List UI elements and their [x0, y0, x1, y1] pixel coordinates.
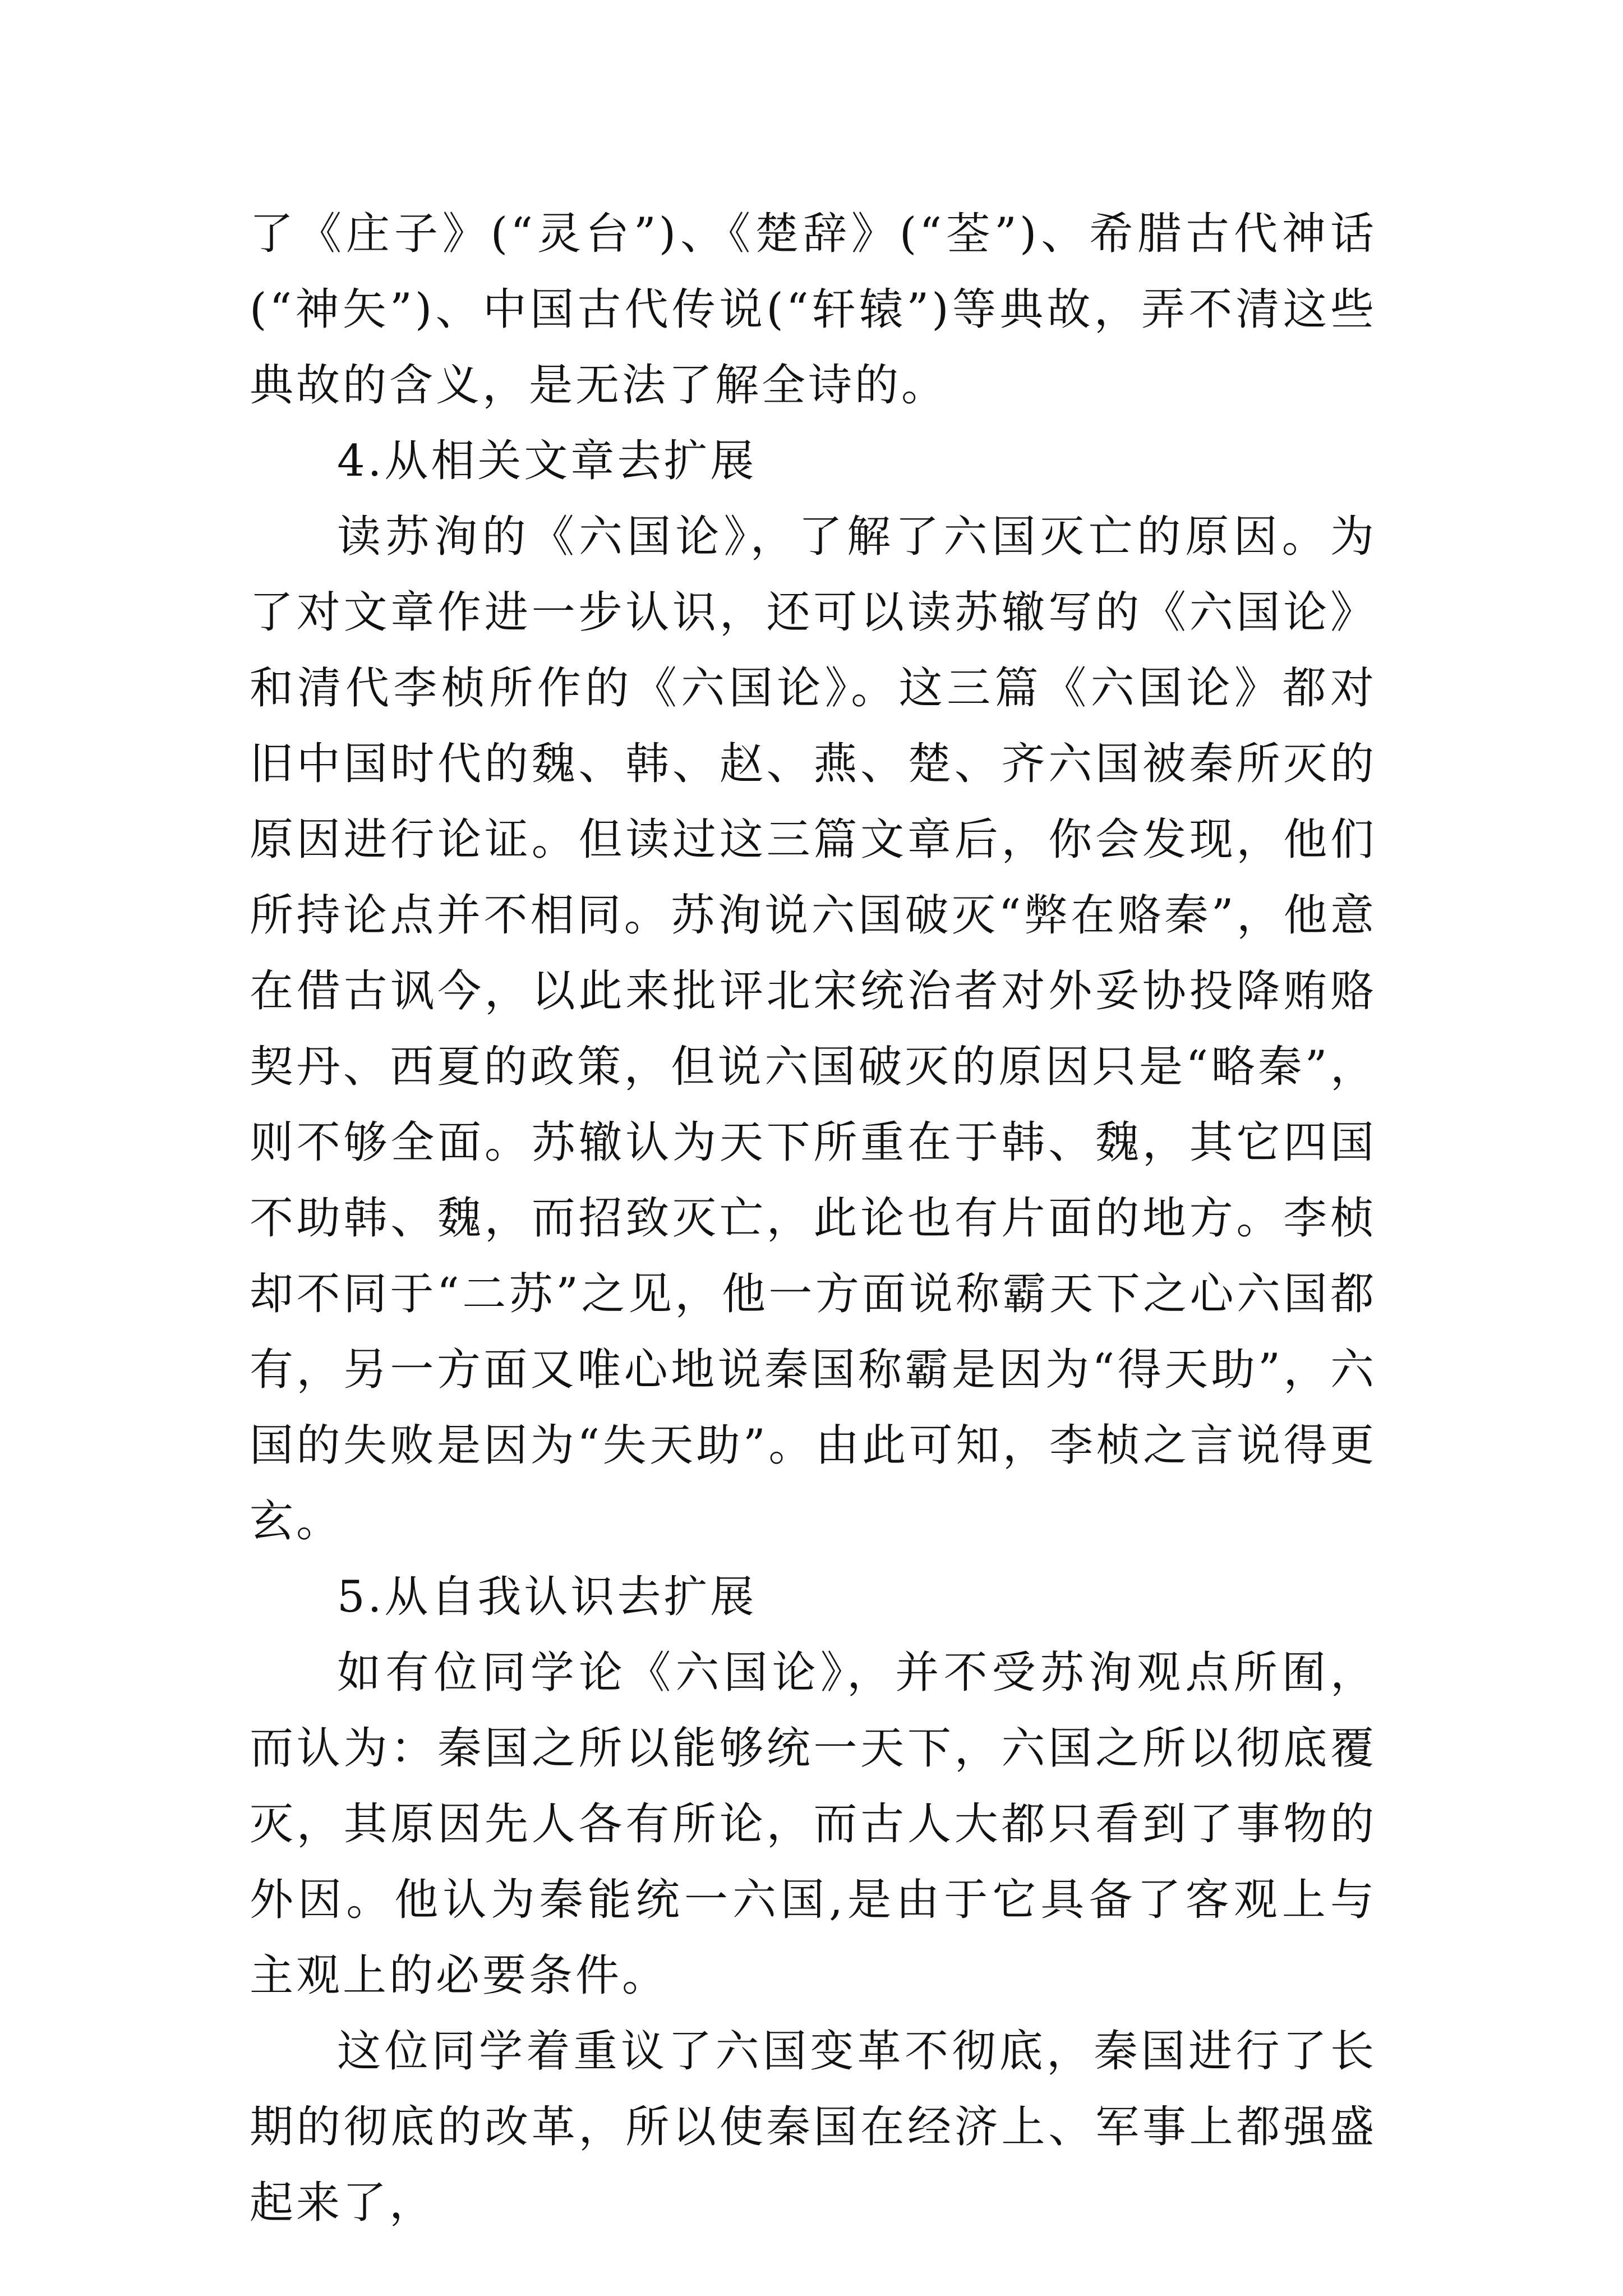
paragraph-student-view: 如有位同学论《六国论》，并不受苏洵观点所囿，而认为：秦国之所以能够统一天下，六国之所以彻底覆灭，其原因先人各有所论，而古人大都只看到了事物的外因。他认为秦能统一六国,是由于它具备了客观上与主观上的必要条件。 — [250, 1648, 1377, 2001]
section-heading-4: 4.从相关文章去扩展 — [337, 436, 757, 486]
section-heading-5: 5.从自我认识去扩展 — [337, 1572, 757, 1622]
paragraph-reform-view: 这位同学着重议了六国变革不彻底，秦国进行了长期的彻底的改革，所以使秦国在经济上、军事上都强盛起来了， — [250, 2026, 1377, 2228]
paragraph-allusions-continued: 了《庄子》(“灵台”)、《楚辞》(“荃”)、希腊古代神话(“神矢”)、中国古代传说(“轩辕”)等典故，弄不清这些典故的含义，是无法了解全诗的。 — [250, 209, 1377, 411]
document-body — [250, 196, 1377, 2241]
paragraph-related-articles: 读苏洵的《六国论》，了解了六国灭亡的原因。为了对文章作进一步认识，还可以读苏辙写的《六国论》和清代李桢所作的《六国论》。这三篇《六国论》都对旧中国时代的魏、韩、赵、燕、楚、齐六国被秦所灭的原因进行论证。但读过这三篇文章后，你会发现，他们所持论点并不相同。苏洵说六国破灭“弊在赂秦”，他意在借古讽今，以此来批评北宋统治者对外妥协投降贿赂契丹、西夏的政策，但说六国破灭的原因只是“略秦”，则不够全面。苏辙认为天下所重在于韩、魏，其它四国不助韩、魏，而招致灭亡，此论也有片面的地方。李桢却不同于“二苏”之见，他一方面说称霸天下之心六国都有，另一方面又唯心地说秦国称霸是因为“得天助”，六国的失败是因为“失天助”。由此可知，李桢之言说得更玄。 — [250, 512, 1377, 1547]
